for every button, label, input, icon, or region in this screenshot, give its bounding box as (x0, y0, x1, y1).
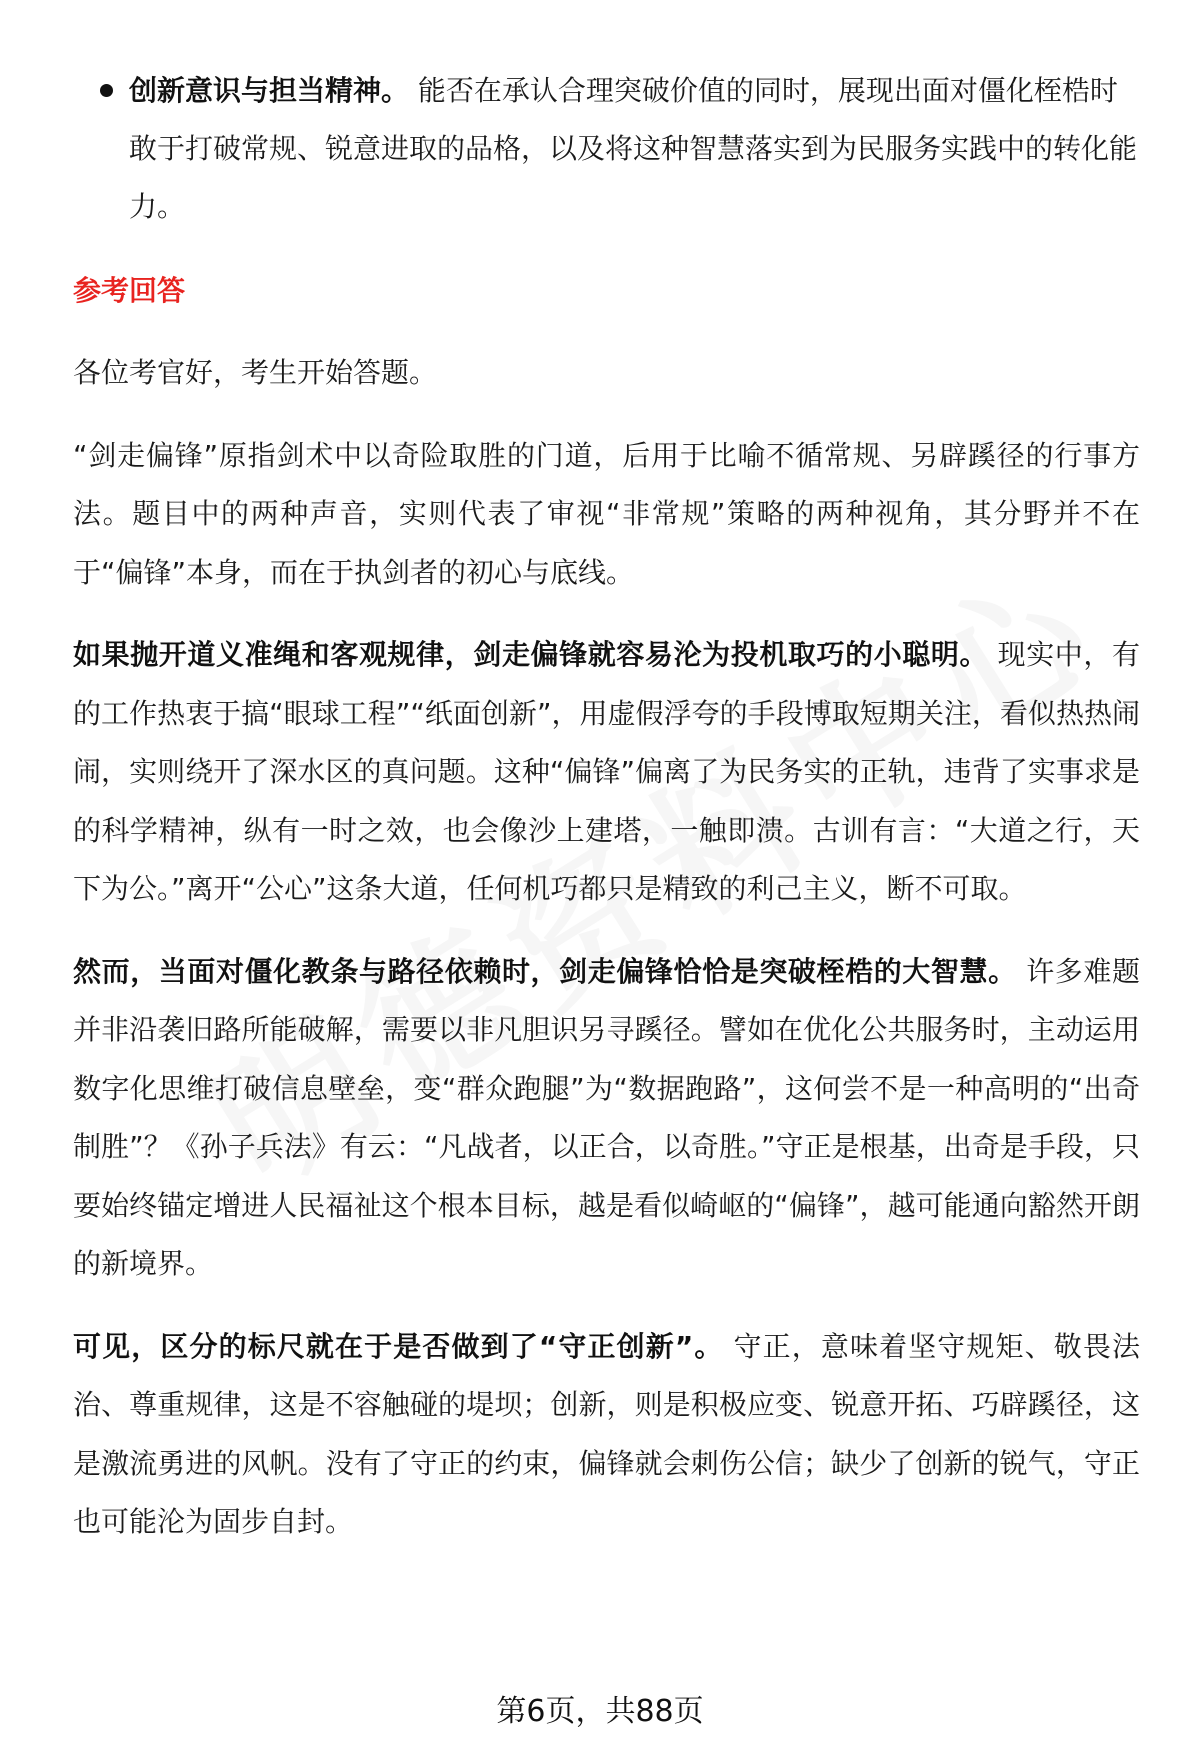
bullet-item (73, 62, 1140, 236)
bullet-text: 能否在承认合理突破价值的同时，展现出面对僵化桎梏时敢于打破常规、锐意进取的品格，以及将这种智慧落实到为民服务实践中的转化能力。 (129, 74, 1138, 223)
paragraph-text: 各位考官好，考生开始答题。 (73, 356, 438, 389)
paragraph-point-2 (73, 943, 1140, 1294)
paragraph-intro (73, 427, 1140, 603)
paragraph-text: 守正，意味着坚守规矩、敬畏法治、尊重规律，这是不容触碰的堤坝；创新，则是积极应变、锐意开拓、巧辟蹊径，这是激流勇进的风帆。没有了守正的约束，偏锋就会刺伤公信；缺少了创新的锐气，守正也可能沦为固步自封。 (73, 1329, 1141, 1538)
paragraph-bold-lead: 然而，当面对僵化教条与路径依赖时，剑走偏锋恰恰是突破桎梏的大智慧。 (73, 954, 1017, 988)
paragraph-text: 许多难题并非沿袭旧路所能破解，需要以非凡胆识另寻蹊径。譬如在优化公共服务时，主动运用数字化思维打破信息壁垒，变“群众跑腿”为“数据跑路”，这何尝不是一种高明的“出奇制胜”？《孙子兵法》有云：“凡战者，以正合，以奇胜。”守正是根基，出奇是手段，只要始终锚定增进人民福祉这个根本目标，越是看似崎岖的“偏锋”，越可能通向豁然开朗的新境界。 (73, 954, 1140, 1280)
section-heading: 参考回答 (73, 274, 186, 307)
paragraph-bold-lead: 可见，区分的标尺就在于是否做到了“守正创新”。 (73, 1329, 724, 1363)
bullet-dot-icon (100, 84, 113, 97)
paragraph-greeting (73, 344, 1140, 403)
paragraph-point-3 (73, 1318, 1140, 1552)
bullet-bold-lead: 创新意识与担当精神。 (129, 74, 410, 107)
paragraph-text: 现实中，有的工作热衷于搞“眼球工程”“纸面创新”，用虚假浮夸的手段博取短期关注，看似热热闹闹，实则绕开了深水区的真问题。这种“偏锋”偏离了为民务实的正轨，违背了实事求是的科学精神，纵有一时之效，也会像沙上建塔，一触即溃。古训有言：“大道之行，天下为公。”离开“公心”这条大道，任何机巧都只是精致的利己主义，断不可取。 (73, 638, 1140, 905)
paragraph-text: “剑走偏锋”原指剑术中以奇险取胜的门道，后用于比喻不循常规、另辟蹊径的行事方法。题目中的两种声音，实则代表了审视“非常规”策略的两种视角，其分野并不在于“偏锋”本身，而在于执剑者的初心与底线。 (73, 438, 1140, 589)
paragraph-point-1 (73, 626, 1140, 919)
paragraph-bold-lead: 如果抛开道义准绳和客观规律，剑走偏锋就容易沦为投机取巧的小聪明。 (73, 638, 989, 671)
page-number-footer: 第6页，共88页 (496, 1694, 704, 1729)
